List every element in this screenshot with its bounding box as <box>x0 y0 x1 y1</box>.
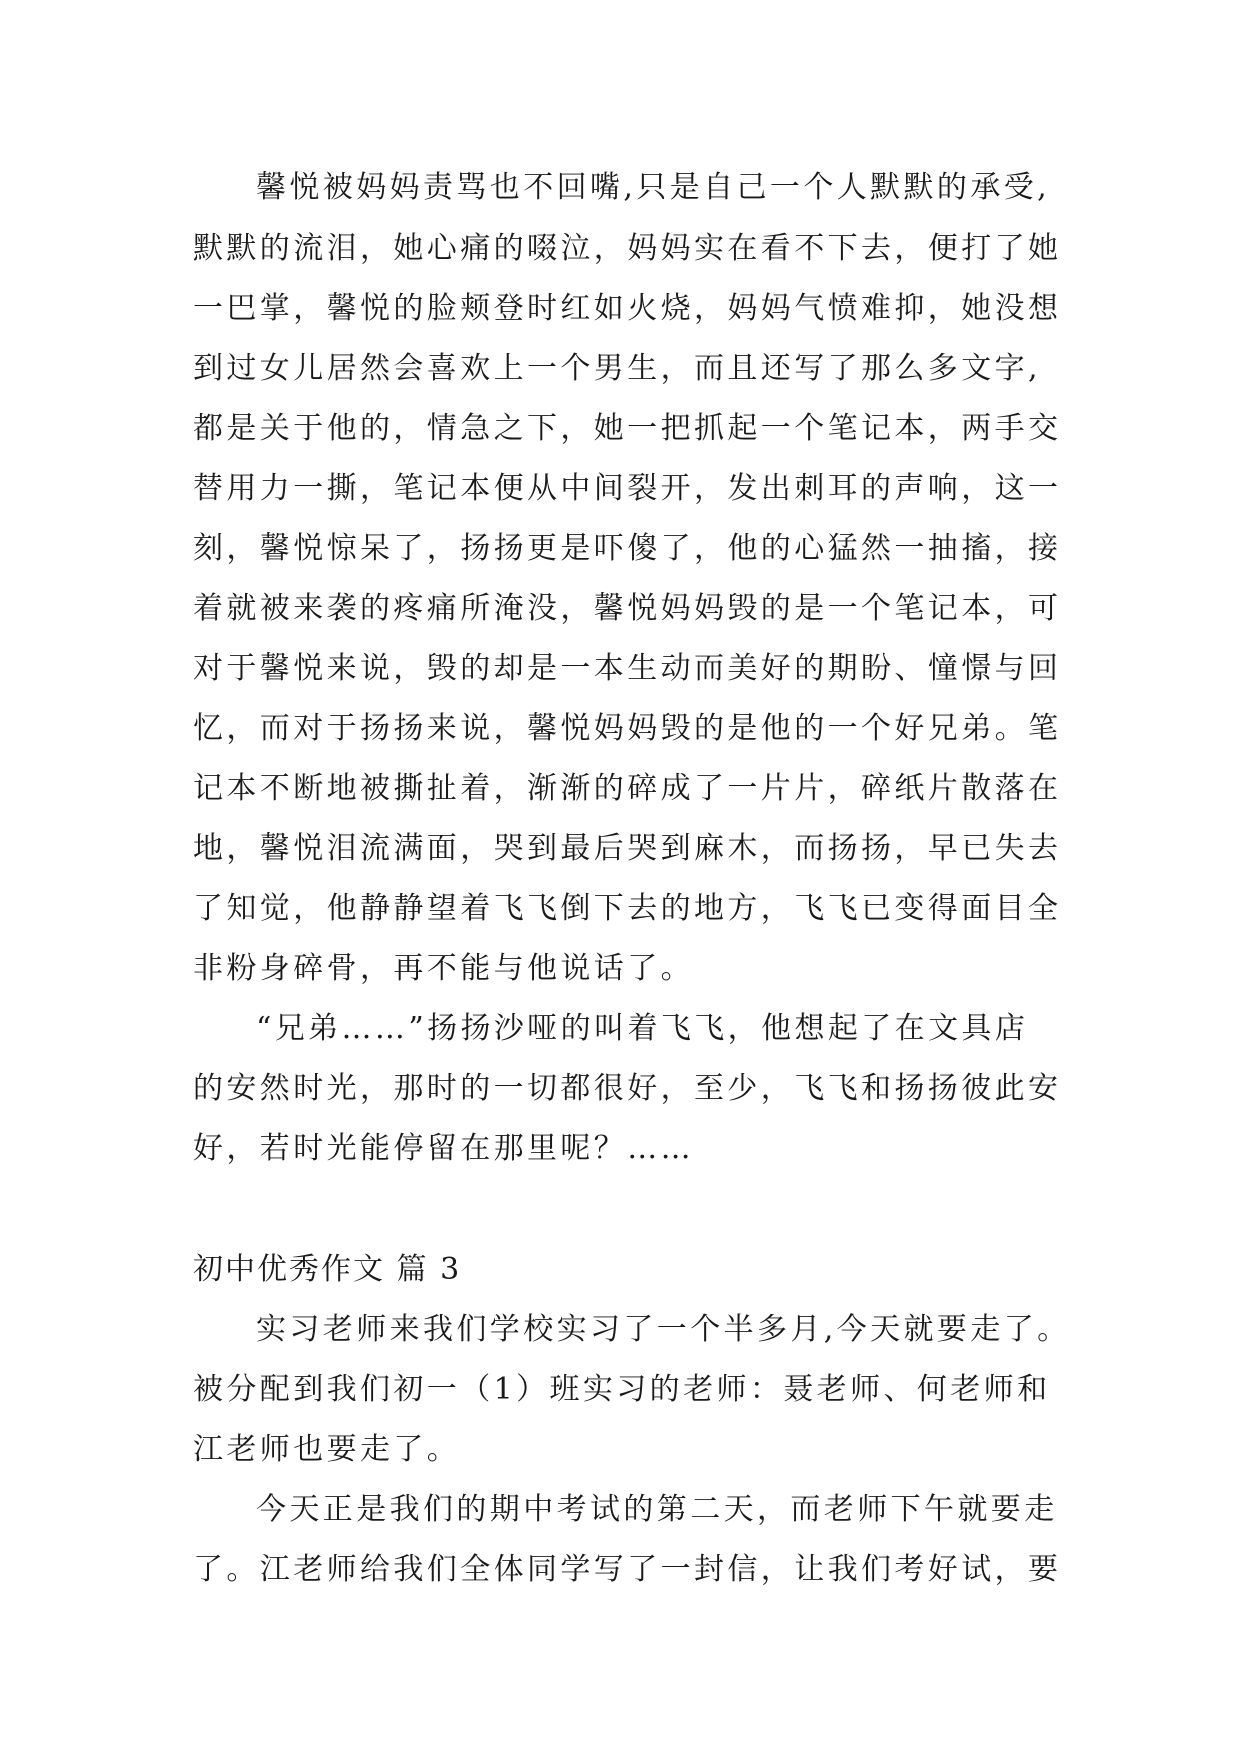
essay-p2-line-1: 今天正是我们的期中考试的第二天，而老师下午就要走 <box>256 1492 1058 1527</box>
story-p1-line-13: 了知觉，他静静望着飞飞倒下去的地方，飞飞已变得面目全 <box>193 891 1062 926</box>
story-p1-line-1: 馨悦被妈妈责骂也不回嘴,只是自己一个人默默的承受, <box>256 170 1051 205</box>
story-p1-line-6: 替用力一撕，笔记本便从中间裂开，发出刺耳的声响，这一 <box>193 471 1062 506</box>
story-p2-line-1: “兄弟……”扬扬沙哑的叫着飞飞，他想起了在文具店 <box>256 1011 1029 1046</box>
essay-p2-line-2: 了。江老师给我们全体同学写了一封信，让我们考好试，要 <box>193 1552 1062 1587</box>
story-p1-line-11: 记本不断地被撕扯着，渐渐的碎成了一片片，碎纸片散落在 <box>193 771 1062 806</box>
story-p1-line-14: 非粉身碎骨，再不能与他说话了。 <box>193 951 694 986</box>
story-p1-line-3: 一巴掌，馨悦的脸颊登时红如火烧，妈妈气愤难抑，她没想 <box>193 291 1062 326</box>
story-p1-line-10: 忆，而对于扬扬来说，馨悦妈妈毁的是他的一个好兄弟。笔 <box>193 711 1062 746</box>
story-p1-line-9: 对于馨悦来说，毁的却是一本生动而美好的期盼、憧憬与回 <box>193 651 1062 686</box>
story-p1-line-12: 地，馨悦泪流满面，哭到最后哭到麻木，而扬扬，早已失去 <box>193 831 1062 866</box>
essay-p1-line-2: 被分配到我们初一（1）班实习的老师：聂老师、何老师和 <box>193 1372 1051 1407</box>
story-p1-line-8: 着就被来袭的疼痛所淹没，馨悦妈妈毁的是一个笔记本，可 <box>193 591 1062 626</box>
essay-p1-line-1: 实习老师来我们学校实习了一个半多月,今天就要走了。 <box>256 1312 1071 1347</box>
essay-p1-line-3: 江老师也要走了。 <box>193 1432 461 1467</box>
story-p1-line-5: 都是关于他的，情急之下，她一把抓起一个笔记本，两手交 <box>193 411 1062 446</box>
story-p1-line-2: 默默的流泪，她心痛的啜泣，妈妈实在看不下去，便打了她 <box>193 231 1062 266</box>
essay-heading: 初中优秀作文 篇 3 <box>193 1252 462 1287</box>
story-p2-line-3: 好，若时光能停留在那里呢？…… <box>193 1131 694 1166</box>
story-p1-line-4: 到过女儿居然会喜欢上一个男生，而且还写了那么多文字, <box>193 351 1041 386</box>
story-p2-line-2: 的安然时光，那时的一切都很好，至少，飞飞和扬扬彼此安 <box>193 1071 1062 1106</box>
story-p1-line-7: 刻，馨悦惊呆了，扬扬更是吓傻了，他的心猛然一抽搐，接 <box>193 531 1062 566</box>
